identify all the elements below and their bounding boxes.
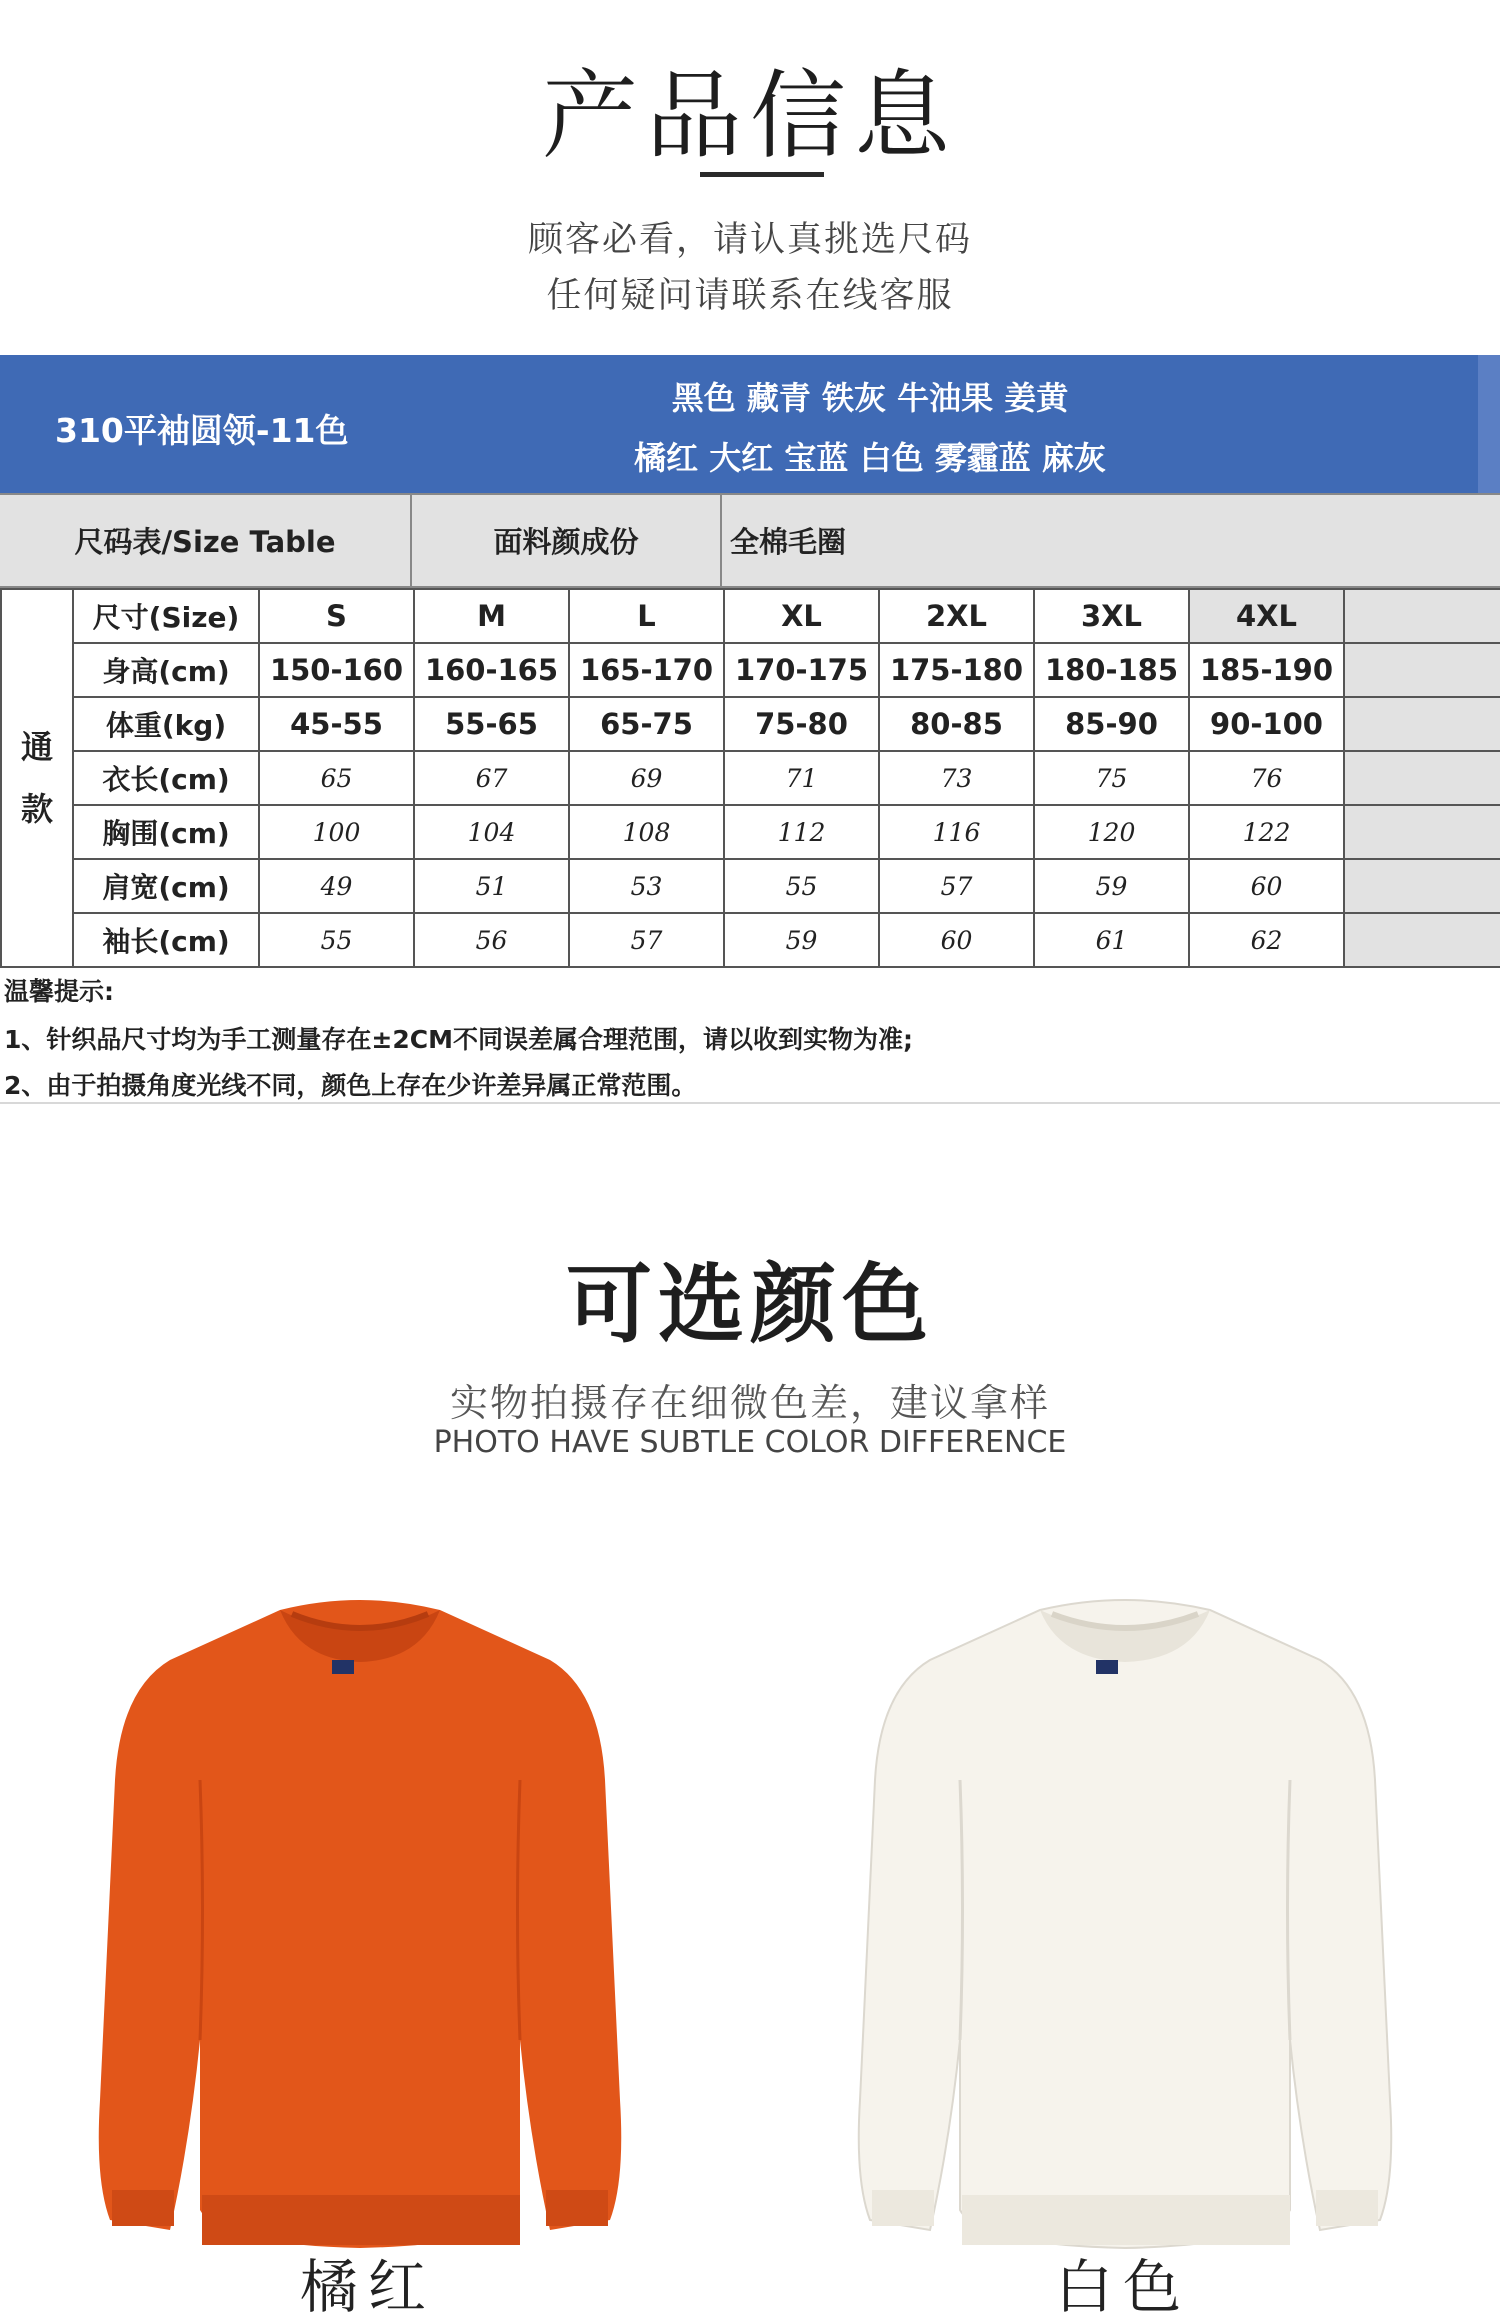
table-cell: 2XL [879,589,1034,643]
color-list-line-1: 黑色 藏青 铁灰 牛油果 姜黄 [671,379,1069,417]
table-cell: 60 [879,913,1034,967]
table-cell: 104 [414,805,569,859]
table-cell: 75-80 [724,697,879,751]
table-row [1,589,1500,643]
colors-section-title: 可选颜色 [566,1255,934,1355]
table-cell: 150-160 [259,643,414,697]
subtitle-line-2: 任何疑问请联系在线客服 [546,276,954,316]
table-cell: XL [724,589,879,643]
row-label: 尺寸(Size) [73,589,259,643]
model-banner [0,355,1500,493]
subtitle-line-1: 顾客必看，请认真挑选尺码 [527,220,972,260]
table-row [1,913,1500,967]
row-label: 衣长(cm) [73,751,259,805]
table-cell: 73 [879,751,1034,805]
row-label: 身高(cm) [73,643,259,697]
table-cell: 100 [259,805,414,859]
table-cell: 60 [1189,859,1344,913]
table-cell: L [569,589,724,643]
table-cell: 61 [1034,913,1189,967]
table-cell: 75 [1034,751,1189,805]
table-cell: 65-75 [569,697,724,751]
divider [0,1102,1500,1104]
table-cell: 55-65 [414,697,569,751]
table-cell: 65 [259,751,414,805]
color-list-line-2: 橘红 大红 宝蓝 白色 雾霾蓝 麻灰 [634,439,1106,477]
white-sweatshirt-image [840,1580,1410,2270]
table-cell: 53 [569,859,724,913]
table-cell: 55 [259,913,414,967]
table-cell: 55 [724,859,879,913]
table-cell: 59 [1034,859,1189,913]
table-blank-cell [1344,913,1500,967]
row-label: 肩宽(cm) [73,859,259,913]
spec-header-row [0,493,1500,588]
table-row [1,859,1500,913]
sweatshirt-graphic [859,1600,1392,2248]
table-blank-cell [1344,643,1500,697]
table-blank-cell [1344,751,1500,805]
table-cell: 49 [259,859,414,913]
table-cell: 170-175 [724,643,879,697]
table-cell: 57 [569,913,724,967]
fabric-label: 面料颜成份 [412,495,722,586]
table-row [1,805,1500,859]
colors-subtitle-cn: 实物拍摄存在细微色差，建议拿样 [449,1381,1050,1425]
table-cell: 175-180 [879,643,1034,697]
table-row [1,697,1500,751]
sweatshirt-graphic [99,1600,622,2248]
fabric-value: 全棉毛圈 [730,525,847,559]
table-cell: 116 [879,805,1034,859]
table-cell: 71 [724,751,879,805]
table-cell: 180-185 [1034,643,1189,697]
row-label: 体重(kg) [73,697,259,751]
banner-edge [1478,355,1500,493]
table-row [1,643,1500,697]
table-cell: 80-85 [879,697,1034,751]
color-caption-orange: 橘红 [300,2253,437,2321]
tip-item: 2、由于拍摄角度光线不同，颜色上存在少许差异属正常范围。 [4,1071,697,1100]
table-cell: S [259,589,414,643]
table-cell: 160-165 [414,643,569,697]
table-cell: 85-90 [1034,697,1189,751]
table-cell: 165-170 [569,643,724,697]
row-label: 胸围(cm) [73,805,259,859]
table-cell: 185-190 [1189,643,1344,697]
color-caption-white: 白色 [1055,2253,1192,2321]
orange-sweatshirt-image [80,1580,640,2270]
table-blank-cell [1344,589,1500,643]
table-cell: 122 [1189,805,1344,859]
table-cell: 62 [1189,913,1344,967]
tips-heading: 温馨提示: [4,977,114,1006]
size-table [0,588,1500,968]
table-cell: 69 [569,751,724,805]
table-blank-cell [1344,697,1500,751]
table-cell: 4XL [1189,589,1344,643]
table-cell: 90-100 [1189,697,1344,751]
table-cell: 57 [879,859,1034,913]
table-cell: 76 [1189,751,1344,805]
model-name: 310平袖圆领-11色 [55,411,349,450]
colors-subtitle-en: PHOTO HAVE SUBTLE COLOR DIFFERENCE [433,1425,1067,1460]
table-row [1,751,1500,805]
table-blank-cell [1344,859,1500,913]
table-cell: 120 [1034,805,1189,859]
table-cell: 59 [724,913,879,967]
size-group-label: 通 款 [1,589,73,967]
table-cell: M [414,589,569,643]
title-underline [700,172,824,177]
table-cell: 45-55 [259,697,414,751]
table-cell: 51 [414,859,569,913]
page-title: 产品信息 [542,60,958,172]
table-blank-cell [1344,805,1500,859]
table-cell: 3XL [1034,589,1189,643]
table-cell: 108 [569,805,724,859]
row-label: 袖长(cm) [73,913,259,967]
table-cell: 56 [414,913,569,967]
size-table-label: 尺码表/Size Table [0,495,412,586]
table-cell: 112 [724,805,879,859]
tip-item: 1、针织品尺寸均为手工测量存在±2CM不同误差属合理范围，请以收到实物为准; [4,1025,913,1054]
table-cell: 67 [414,751,569,805]
